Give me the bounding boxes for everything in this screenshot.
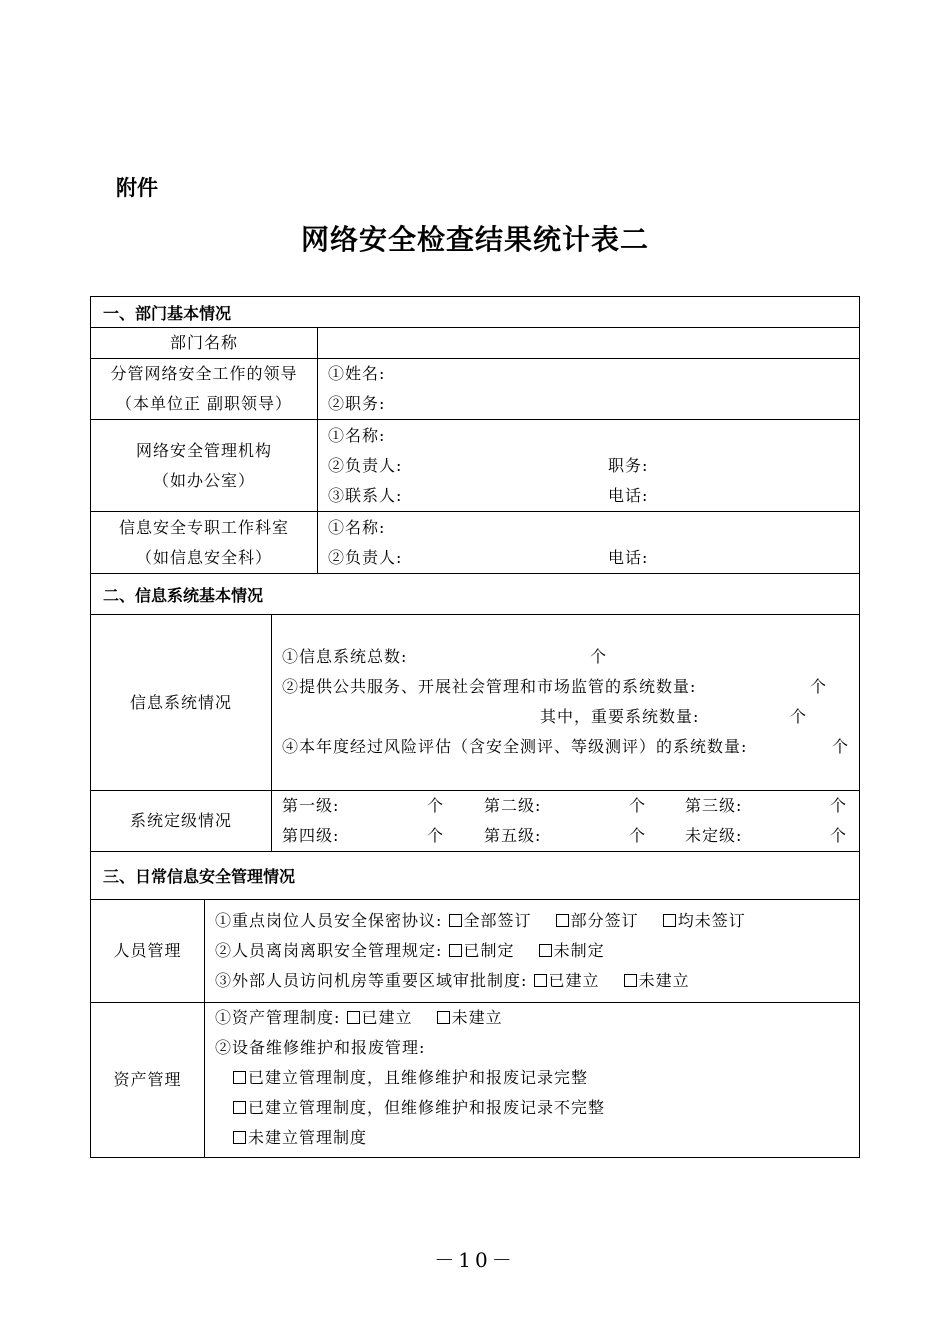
org-field[interactable] (318, 420, 859, 511)
checkbox-icon[interactable] (449, 944, 462, 957)
section-heading-daily-mgmt: 三、日常信息安全管理情况 (91, 852, 859, 900)
unrated-unit: 个 (830, 826, 848, 845)
systems-total-unit: 个 (590, 647, 608, 666)
office-name: ①名称: (328, 518, 386, 537)
office-label: 信息安全专职工作科室 （如信息安全科） (91, 512, 318, 573)
a2-opt-none[interactable]: 未建立管理制度 (233, 1123, 859, 1153)
level5-unit: 个 (629, 826, 647, 845)
office-head: ②负责人: (328, 548, 403, 567)
systems-label: 信息系统情况 (91, 615, 272, 790)
leader-position: ②职务: (328, 394, 386, 413)
checkbox-icon[interactable] (347, 1011, 360, 1024)
systems-public-unit: 个 (810, 677, 828, 696)
p3-opt-not-built[interactable]: 未建立 (624, 971, 690, 990)
systems-total: ①信息系统总数: (282, 647, 408, 666)
checkbox-icon[interactable] (556, 914, 569, 927)
level3-label: 第三级: (685, 796, 743, 815)
p2-opt-not-made[interactable]: 未制定 (539, 941, 605, 960)
grading-field[interactable] (272, 791, 859, 851)
checkbox-icon[interactable] (449, 914, 462, 927)
checkbox-icon[interactable] (233, 1131, 246, 1144)
systems-important-unit: 个 (790, 707, 808, 726)
systems-important: 其中，重要系统数量: (540, 707, 700, 726)
level2-unit: 个 (629, 796, 647, 815)
unrated-label: 未定级: (685, 826, 743, 845)
dept-name-label: 部门名称 (91, 328, 318, 358)
level4-label: 第四级: (282, 826, 340, 845)
p2-opt-made[interactable]: 已制定 (449, 941, 515, 960)
org-head: ②负责人: (328, 456, 403, 475)
asset-item-2: ②设备维修维护和报废管理: (215, 1038, 426, 1057)
personnel-item-3: ③外部人员访问机房等重要区域审批制度: 已建立 未建立 (215, 971, 690, 990)
attachment-label: 附件 (116, 176, 158, 200)
p3-opt-built[interactable]: 已建立 (534, 971, 600, 990)
leader-field[interactable] (318, 359, 859, 419)
systems-field[interactable] (272, 615, 859, 790)
statistics-form (90, 296, 860, 1158)
personnel-item-2: ②人员离岗离职安全管理规定: 已制定 未制定 (215, 941, 605, 960)
office-phone: 电话: (608, 548, 649, 567)
p1-opt-all[interactable]: 全部签订 (449, 911, 532, 930)
level4-unit: 个 (427, 826, 445, 845)
section-heading-systems: 二、信息系统基本情况 (91, 574, 859, 615)
org-name: ①名称: (328, 426, 386, 445)
grading-label: 系统定级情况 (91, 791, 272, 851)
org-head-position: 职务: (608, 456, 649, 475)
page-number: －10－ (434, 1248, 516, 1272)
systems-row (91, 615, 859, 791)
checkbox-icon[interactable] (663, 914, 676, 927)
dept-name-field[interactable] (318, 328, 859, 358)
org-label: 网络安全管理机构 （如办公室） (91, 420, 318, 511)
org-row (91, 420, 859, 512)
p1-opt-partial[interactable]: 部分签订 (556, 911, 639, 930)
a1-opt-not-built[interactable]: 未建立 (437, 1008, 503, 1027)
leader-name: ①姓名: (328, 364, 386, 383)
org-contact: ③联系人: (328, 486, 403, 505)
personnel-field (205, 900, 859, 1002)
systems-risk: ④本年度经过风险评估（含安全测评、等级测评）的系统数量: (282, 737, 748, 756)
page-title: 网络安全检查结果统计表二 (300, 223, 649, 256)
level2-label: 第二级: (484, 796, 542, 815)
checkbox-icon[interactable] (539, 944, 552, 957)
dept-name-row (91, 328, 859, 359)
a2-opt-incomplete[interactable]: 已建立管理制度，但维修维护和报废记录不完整 (233, 1093, 859, 1123)
p1-opt-none[interactable]: 均未签订 (663, 911, 746, 930)
checkbox-icon[interactable] (233, 1071, 246, 1084)
level3-unit: 个 (830, 796, 848, 815)
personnel-row (91, 900, 859, 1003)
org-phone: 电话: (608, 486, 649, 505)
leader-label: 分管网络安全工作的领导 （本单位正 副职领导） (91, 359, 318, 419)
section-heading-dept: 一、部门基本情况 (91, 297, 859, 328)
asset-label: 资产管理 (91, 1003, 205, 1157)
level1-label: 第一级: (282, 796, 340, 815)
personnel-label: 人员管理 (91, 900, 205, 1002)
grading-row (91, 791, 859, 852)
leader-row (91, 359, 859, 420)
systems-risk-unit: 个 (832, 737, 850, 756)
asset-field (205, 1003, 859, 1157)
checkbox-icon[interactable] (534, 974, 547, 987)
asset-item-1: ①资产管理制度: 已建立 未建立 (215, 1008, 503, 1027)
level5-label: 第五级: (484, 826, 542, 845)
office-field[interactable] (318, 512, 859, 573)
checkbox-icon[interactable] (437, 1011, 450, 1024)
asset-row (91, 1003, 859, 1157)
personnel-item-1: ①重点岗位人员安全保密协议: 全部签订 部分签订 均未签订 (215, 911, 746, 930)
a1-opt-built[interactable]: 已建立 (347, 1008, 413, 1027)
a2-opt-complete[interactable]: 已建立管理制度，且维修维护和报废记录完整 (233, 1063, 859, 1093)
checkbox-icon[interactable] (624, 974, 637, 987)
office-row (91, 512, 859, 574)
systems-public: ②提供公共服务、开展社会管理和市场监管的系统数量: (282, 677, 697, 696)
level1-unit: 个 (427, 796, 445, 815)
checkbox-icon[interactable] (233, 1101, 246, 1114)
